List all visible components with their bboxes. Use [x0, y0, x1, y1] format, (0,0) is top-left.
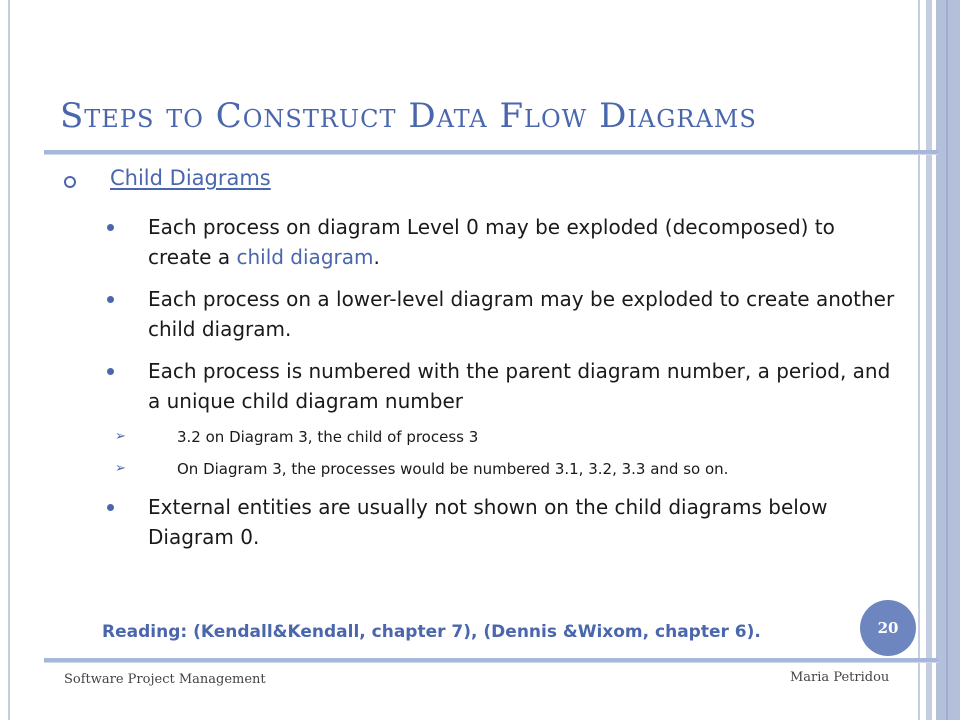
slide-frame-right-stripes [916, 0, 960, 720]
footer-divider [44, 658, 938, 662]
bullet-item [60, 492, 900, 552]
frame-stripe [926, 0, 932, 720]
footer-author: Maria Petridou [790, 670, 890, 685]
arrowhead-bullet-icon: ➢ [115, 429, 126, 444]
filled-circle-bullet-icon [107, 504, 114, 511]
bullet-item [60, 284, 900, 344]
frame-stripe [918, 0, 920, 720]
section-item [60, 166, 900, 200]
page-number-badge: 20 [860, 600, 916, 656]
title-divider [44, 150, 938, 154]
bullet-text: Each process is numbered with the parent diagram number, a period, and a unique child diagram number [148, 359, 891, 413]
bullet-text: External entities are usually not shown on the child diagrams below Diagram 0. [148, 495, 828, 549]
filled-circle-bullet-icon [107, 296, 114, 303]
footer-course-title: Software Project Management [64, 672, 266, 687]
slide-title: Steps to Construct Data Flow Diagrams [60, 96, 757, 136]
sub-bullet-text: 3.2 on Diagram 3, the child of process 3 [177, 428, 479, 446]
frame-stripe [946, 0, 948, 720]
section-heading-link[interactable]: Child Diagrams [110, 166, 271, 190]
slide-content [60, 166, 900, 552]
frame-stripe [936, 0, 960, 720]
bullet-text: . [373, 245, 380, 269]
sub-bullet-text: On Diagram 3, the processes would be numbered 3.1, 3.2, 3.3 and so on. [177, 460, 729, 478]
reading-reference: Reading: (Kendall&Kendall, chapter 7), (Dennis &Wixom, chapter 6). [102, 622, 761, 642]
sub-bullet-item [60, 426, 900, 448]
filled-circle-bullet-icon [107, 224, 114, 231]
hollow-circle-bullet-icon [64, 176, 76, 188]
filled-circle-bullet-icon [107, 368, 114, 375]
bullet-item [60, 356, 900, 416]
arrowhead-bullet-icon: ➢ [115, 461, 126, 476]
highlighted-term: child diagram [236, 245, 374, 269]
bullet-text: Each process on diagram Level 0 may be exploded (decomposed) to create a [148, 215, 835, 269]
bullet-item [60, 212, 900, 272]
bullet-text: Each process on a lower-level diagram may be exploded to create another child diagram. [148, 287, 895, 341]
slide-frame-left-border [8, 0, 10, 720]
sub-bullet-item [60, 458, 900, 480]
